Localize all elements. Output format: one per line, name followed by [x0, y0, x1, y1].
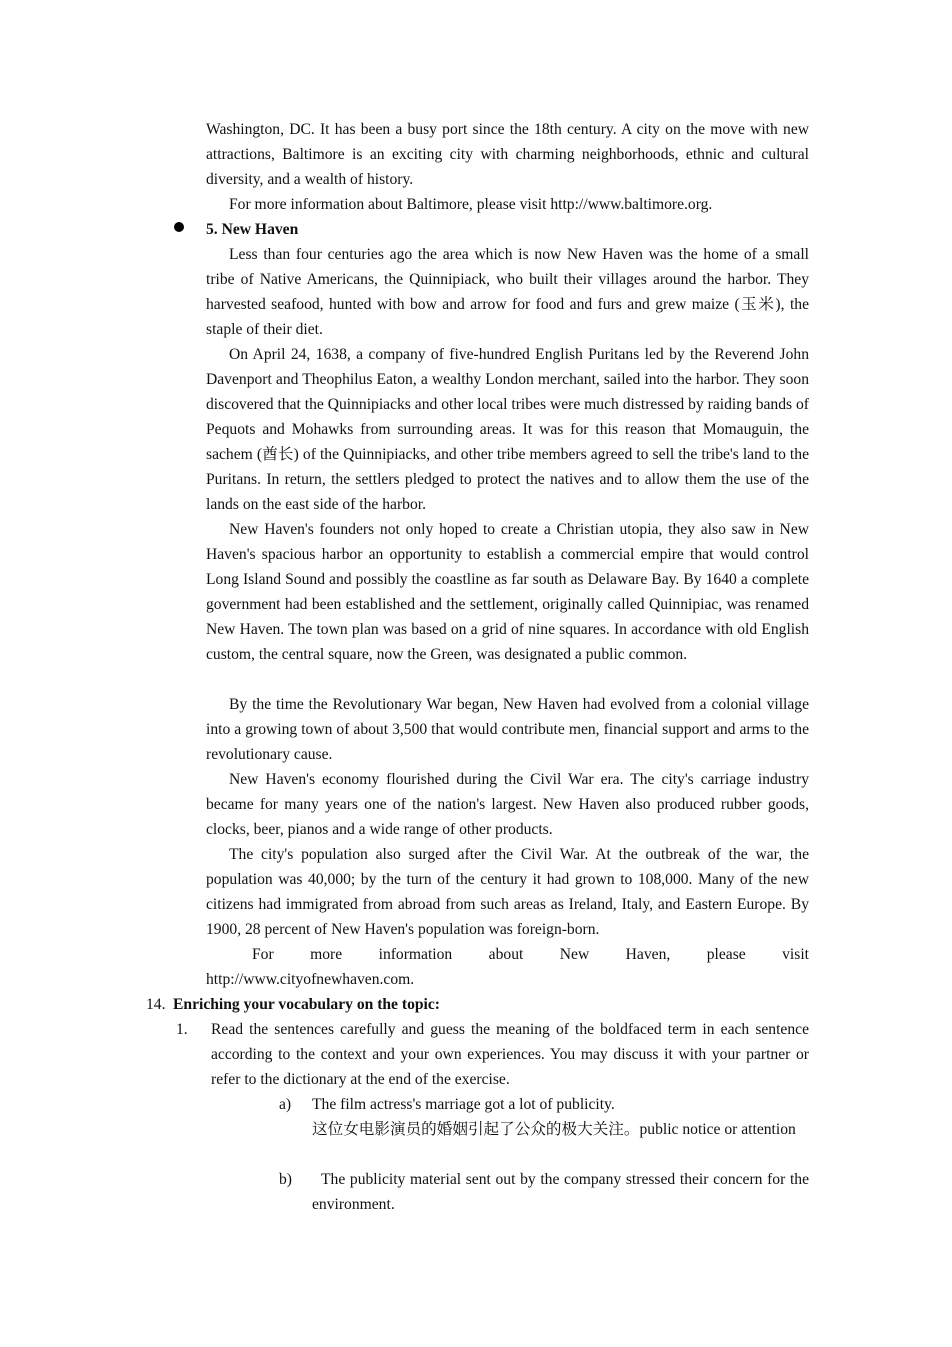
section-heading-new-haven: 5. New Haven — [206, 221, 299, 238]
new-haven-paragraph-4: By the time the Revolutionary War began, New Haven had evolved from a colonial village into a growing town of about 3,500 that would contribute men, financial support and arms to the revolutionary cause. — [206, 696, 809, 763]
section-number: 14. — [146, 996, 166, 1013]
new-haven-paragraph-6: The city's population also surged after the Civil War. At the outbreak of the war, the population was 40,000; by the turn of the century it had grown to 108,000. Many of the new citizens had immigrated from abroad from such areas as Ireland, Italy, and Eastern Europe. By 1900, 28 percent of New Haven's population was foreign-born. — [206, 846, 809, 938]
section-title: Enriching your vocabulary on the topic: — [173, 996, 440, 1013]
instruction-text: Read the sentences carefully and guess the meaning of the boldfaced term in each sentence according to the context and your own experiences. You may discuss it with your partner or refer to the dictionary at the end of the exercise. — [211, 1021, 809, 1088]
example-translation-a: 这位女电影演员的婚姻引起了公众的极大关注。public notice or attention — [312, 1121, 796, 1138]
example-sentence-b: The publicity material sent out by the company stressed their concern for the environment. — [312, 1171, 809, 1213]
baltimore-intro-paragraph: Washington, DC. It has been a busy port since the 18th century. A city on the move with new attractions, Baltimore is an exciting city with charming neighborhoods, ethnic and cultural diversity, and a wealth of history. — [206, 121, 809, 188]
example-label-b: b) — [279, 1171, 292, 1188]
example-label-a: a) — [279, 1096, 292, 1113]
new-haven-paragraph-1: Less than four centuries ago the area which is now New Haven was the home of a small tribe of Native Americans, the Quinnipiack, who built their villages around the harbor. They harvested seafood, hunted with bow and arrow for food and furs and grew maize (玉米), the staple of their diet. — [206, 246, 809, 338]
baltimore-more-info: For more information about Baltimore, please visit http://www.baltimore.org. — [229, 196, 713, 213]
new-haven-paragraph-3: New Haven's founders not only hoped to create a Christian utopia, they also saw in New Haven's spacious harbor an opportunity to establish a commercial empire that would control Long Island Sound and possibly the coastline as far south as Delaware Bay. By 1640 a complete government had been established and the settlement, originally called Quinnipiac, was renamed New Haven. The town plan was based on a grid of nine squares. In accordance with old English custom, the central square, now the Green, was designated a public common. — [206, 521, 809, 663]
new-haven-paragraph-2: On April 24, 1638, a company of five-hundred English Puritans led by the Reverend John Davenport and Theophilus Eaton, a wealthy London merchant, sailed into the harbor. They soon discovered that the Quinnipiacks and other local tribes were much distressed by raiding bands of Pequots and Mohawks from surrounding areas. It was for this reason that Momauguin, the sachem (酋长) of the Quinnipiacks, and other tribe members agreed to sell the tribe's land to the Puritans. In return, the settlers pledged to protect the natives and to allow them the use of the lands on the east side of the harbor. — [206, 346, 809, 513]
new-haven-more-info: For more information about New Haven, please visit — [252, 946, 809, 963]
bullet-icon — [174, 222, 184, 232]
item-number: 1. — [176, 1021, 188, 1038]
example-sentence-a: The film actress's marriage got a lot of publicity. — [312, 1096, 615, 1113]
new-haven-paragraph-5: New Haven's economy flourished during the Civil War era. The city's carriage industry became for many years one of the nation's largest. New Haven also produced rubber goods, clocks, beer, pianos and a wide range of other products. — [206, 771, 809, 838]
new-haven-url: http://www.cityofnewhaven.com. — [206, 971, 415, 988]
